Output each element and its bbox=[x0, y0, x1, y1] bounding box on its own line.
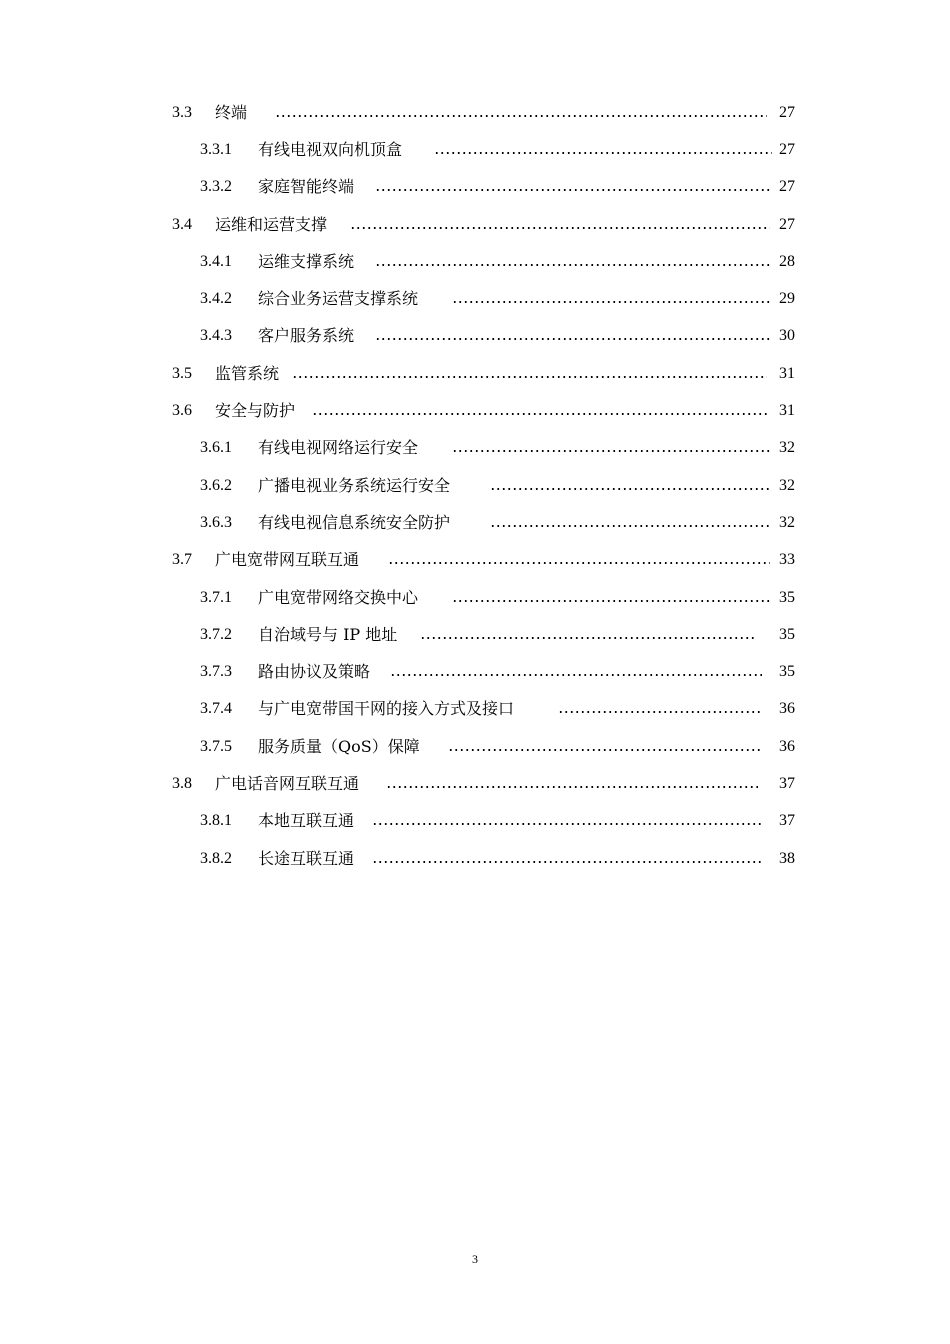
toc-entry[interactable] bbox=[0, 131, 950, 168]
toc-leader-dots bbox=[434, 152, 772, 154]
toc-entry-title: 家庭智能终端 bbox=[258, 177, 355, 197]
toc-entry-number: 3.4.2 bbox=[200, 290, 232, 308]
toc-entry[interactable] bbox=[0, 803, 950, 840]
toc-entry-page: 32 bbox=[779, 513, 795, 531]
toc-entry-number: 3.7.3 bbox=[200, 663, 232, 681]
toc-entry-number: 3.4.1 bbox=[200, 252, 232, 270]
toc-leader-dots bbox=[312, 413, 767, 415]
toc-leader-dots bbox=[372, 823, 762, 825]
toc-entry-title: 长途互联互通 bbox=[258, 848, 355, 868]
toc-entry-page: 31 bbox=[779, 402, 795, 420]
toc-leader-dots bbox=[452, 301, 772, 303]
toc-leader-dots bbox=[375, 338, 772, 340]
toc-entry-page: 27 bbox=[779, 178, 795, 196]
toc-entry-page: 33 bbox=[779, 551, 795, 569]
toc-entry-title: 客户服务系统 bbox=[258, 326, 355, 346]
toc-entry-number: 3.3 bbox=[172, 103, 192, 121]
toc-entry-title: 监管系统 bbox=[215, 363, 280, 383]
toc-leader-dots bbox=[292, 376, 767, 378]
toc-entry[interactable] bbox=[0, 653, 950, 690]
toc-leader-dots bbox=[350, 227, 770, 229]
toc-entry-title: 运维和运营支撑 bbox=[215, 214, 328, 234]
toc-leader-dots bbox=[420, 637, 755, 639]
toc-entry[interactable] bbox=[0, 169, 950, 206]
toc-entry-number: 3.7.2 bbox=[200, 625, 232, 643]
toc-entry[interactable] bbox=[0, 430, 950, 467]
toc-entry-title: 有线电视信息系统安全防护 bbox=[258, 512, 451, 532]
toc-entry-title: 有线电视网络运行安全 bbox=[258, 438, 419, 458]
toc-leader-dots bbox=[386, 786, 758, 788]
toc-entry-page: 32 bbox=[779, 476, 795, 494]
toc-entry-page: 37 bbox=[779, 812, 795, 830]
toc-entry[interactable] bbox=[0, 392, 950, 429]
toc-entry-title: 综合业务运营支撑系统 bbox=[258, 289, 419, 309]
toc-leader-dots bbox=[372, 861, 762, 863]
toc-entry-number: 3.8.1 bbox=[200, 812, 232, 830]
toc-entry-title: 有线电视双向机顶盒 bbox=[258, 139, 403, 159]
toc-entry-page: 36 bbox=[779, 737, 795, 755]
page-number: 3 bbox=[472, 1252, 478, 1266]
toc-entry-number: 3.4 bbox=[172, 215, 192, 233]
toc-entry-title: 路由协议及策略 bbox=[258, 662, 371, 682]
toc-entry[interactable] bbox=[0, 691, 950, 728]
toc-entry[interactable] bbox=[0, 765, 950, 802]
toc-leader-dots bbox=[490, 488, 772, 490]
toc-leader-dots bbox=[275, 115, 767, 117]
toc-entry-number: 3.7.4 bbox=[200, 700, 232, 718]
toc-entry-page: 38 bbox=[779, 849, 795, 867]
toc-entry[interactable] bbox=[0, 243, 950, 280]
toc-entry-number: 3.3.2 bbox=[200, 178, 232, 196]
toc-entry-number: 3.6.3 bbox=[200, 513, 232, 531]
toc-leader-dots bbox=[558, 711, 762, 713]
toc-leader-dots bbox=[390, 674, 762, 676]
toc-entry-title: 广电话音网互联互通 bbox=[215, 773, 360, 793]
toc-entry-number: 3.8 bbox=[172, 774, 192, 792]
toc-entry-page: 29 bbox=[779, 290, 795, 308]
toc-entry-number: 3.3.1 bbox=[200, 140, 232, 158]
toc-entry-page: 32 bbox=[779, 439, 795, 457]
toc-entry-title: 终端 bbox=[215, 102, 248, 122]
toc-entry-title: 本地互联互通 bbox=[258, 811, 355, 831]
toc-entry-number: 3.4.3 bbox=[200, 327, 232, 345]
toc-leader-dots bbox=[452, 600, 772, 602]
toc-entry-title: 广播电视业务系统运行安全 bbox=[258, 475, 451, 495]
toc-entry-title: 运维支撑系统 bbox=[258, 251, 355, 271]
toc-entry-number: 3.6.1 bbox=[200, 439, 232, 457]
toc-entry-title: 与广电宽带国干网的接入方式及接口 bbox=[258, 699, 515, 719]
toc-leader-dots bbox=[452, 450, 772, 452]
toc-entry-title: 自治域号与 IP 地址 bbox=[258, 624, 398, 644]
toc-entry[interactable] bbox=[0, 355, 950, 392]
toc-entry-page: 31 bbox=[779, 364, 795, 382]
toc-leader-dots bbox=[448, 749, 762, 751]
toc-entry[interactable] bbox=[0, 579, 950, 616]
toc-entry-title: 广电宽带网互联互通 bbox=[215, 550, 360, 570]
toc-entry-number: 3.5 bbox=[172, 364, 192, 382]
toc-entry-page: 27 bbox=[779, 103, 795, 121]
table-of-contents bbox=[0, 94, 950, 877]
toc-entry[interactable] bbox=[0, 728, 950, 765]
toc-entry[interactable] bbox=[0, 318, 950, 355]
toc-leader-dots bbox=[388, 562, 770, 564]
toc-leader-dots bbox=[375, 264, 772, 266]
toc-entry[interactable] bbox=[0, 616, 950, 653]
toc-entry-number: 3.7 bbox=[172, 551, 192, 569]
toc-entry[interactable] bbox=[0, 467, 950, 504]
toc-entry-page: 37 bbox=[779, 774, 795, 792]
toc-entry-title: 广电宽带网络交换中心 bbox=[258, 587, 419, 607]
toc-entry[interactable] bbox=[0, 542, 950, 579]
toc-entry[interactable] bbox=[0, 504, 950, 541]
toc-entry-number: 3.6 bbox=[172, 402, 192, 420]
toc-entry-number: 3.7.5 bbox=[200, 737, 232, 755]
toc-entry-number: 3.6.2 bbox=[200, 476, 232, 494]
toc-entry-page: 30 bbox=[779, 327, 795, 345]
toc-entry-number: 3.8.2 bbox=[200, 849, 232, 867]
toc-entry-page: 36 bbox=[779, 700, 795, 718]
toc-entry[interactable] bbox=[0, 94, 950, 131]
toc-entry-page: 35 bbox=[779, 625, 795, 643]
toc-entry-page: 27 bbox=[779, 215, 795, 233]
toc-leader-dots bbox=[490, 525, 772, 527]
toc-entry-page: 35 bbox=[779, 588, 795, 606]
toc-entry-page: 28 bbox=[779, 252, 795, 270]
toc-entry-number: 3.7.1 bbox=[200, 588, 232, 606]
toc-entry-title: 安全与防护 bbox=[215, 401, 296, 421]
toc-entry-page: 35 bbox=[779, 663, 795, 681]
toc-leader-dots bbox=[375, 189, 772, 191]
toc-entry-page: 27 bbox=[779, 140, 795, 158]
toc-entry[interactable] bbox=[0, 206, 950, 243]
toc-entry[interactable] bbox=[0, 280, 950, 317]
toc-entry-title: 服务质量（QoS）保障 bbox=[258, 736, 420, 756]
toc-entry[interactable] bbox=[0, 840, 950, 877]
